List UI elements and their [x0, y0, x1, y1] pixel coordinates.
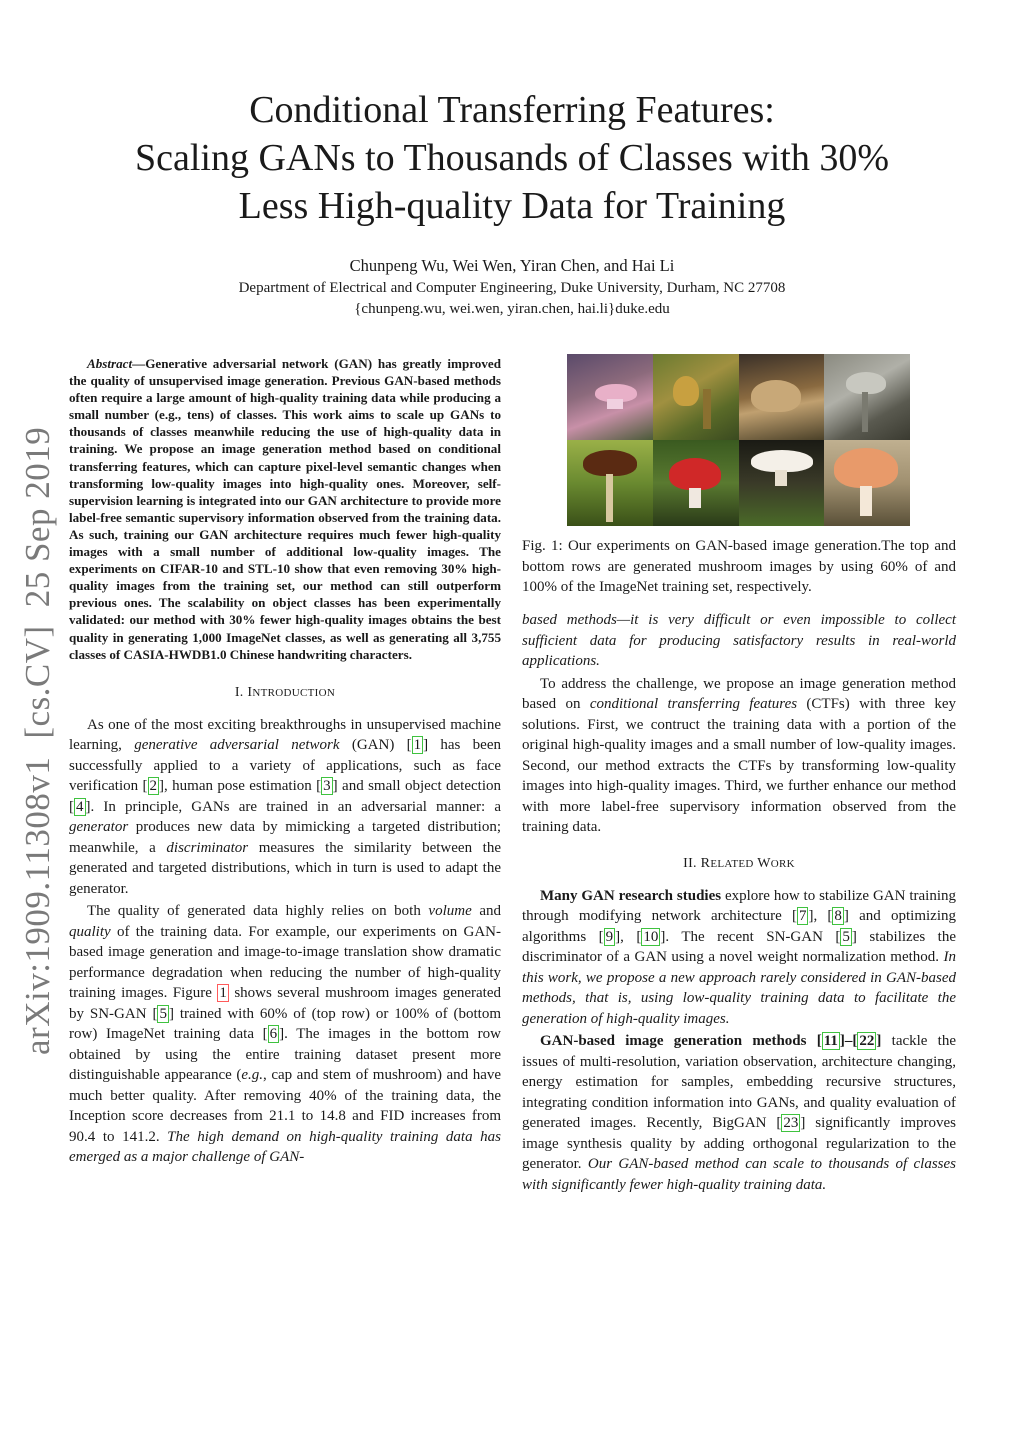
mushroom-image [739, 440, 825, 526]
continued-italic-text: based methods—it is very difficult or even impossible to collect sufficient data for producing satisfactory results in real-world applications. [522, 612, 956, 669]
affiliation: Department of Electrical and Computer Engineering, Duke University, Durham, NC 27708 [238, 280, 786, 296]
mushroom-image [739, 354, 825, 440]
citation-link[interactable]: 10 [643, 928, 659, 945]
citation-link[interactable]: 8 [834, 908, 842, 924]
title-line-3: Less High-quality Data for Training [238, 185, 786, 227]
title-line-1: Conditional Transferring Features: [249, 89, 775, 131]
challenge-paragraph: To address the challenge, we propose an image generation method based on conditional transferring features (CTFs) with three key solutions. First, we contruct the training data with a portion of the original high-quality images and a small number of low-quality images. Second, our method extracts the CTFs by transforming low-quality images into high-quality images. Third, we further enhance our method with more label-free supervisory information observed from the training data. [522, 675, 957, 835]
email-addresses: {chunpeng.wu, wei.wen, yiran.chen, hai.li}duke.edu [354, 301, 670, 317]
section-heading-introduction [69, 685, 501, 701]
related-work-paragraph-2: GAN-based image generation methods [ 11 ]–[ 22 ] tackle the issues of multi-resolution, variation observation, architecture changing, energy estimation for samples, embedding recursive structures, integrating condition information into GANs, and quality evaluation of generated images. Recently, BigGAN [ 23 ] significantly improves image synthesis quality by adding orthogonal regularization to the generator. Our GAN-based method can scale to thousands of classes with significantly fewer high-quality training data. [522, 1033, 957, 1193]
abstract-text: —Generative adversarial network (GAN) has greatly improved the quality of unsupervised image generation. Previous GAN-based methods often require a large amount of high-quality training data while producing a small number (e.g., tens) of classes. This work aims to scale up GANs to thousands of classes meanwhile reducing the use of high-quality data in training. We propose an image generation method based on conditional transferring features, which can capture pixel-level semantic changes when transforming low-quality images into high-quality ones. Moreover, self-supervision learning is integrated into our GAN architecture to provide more label-free semantic supervisory information observed from the training data. As such, training our GAN architecture requires much fewer high-quality images with a small number of additional low-quality images. The experiments on CIFAR-10 and STL-10 show that even removing 30% high-quality images from the training set, our method can still outperform previous ones. The scalability on object classes has been experimentally validated: our method with 30% fewer high-quality images obtains the best quality in generating 1,000 ImageNet classes, as well as generating all 3,755 classes of CASIA-HWDB1.0 Chinese handwriting characters. [69, 356, 501, 662]
right-column [522, 610, 956, 1195]
intro-paragraph-1: As one of the most exciting breakthroughs in unsupervised machine learning, generative adversarial network (GAN) [ 1 ] has been successfully applied to a variety of applications, such as face verification [ 2 ], human pose estimation [ 3 ] and small object detection [ 4 ]. In principle, GANs are trained in an adversarial manner: a generator produces new data by mimicking a targeted distribution; meanwhile, a discriminator measures the similarity between the generated and targeted distributions, which in turn is used to adapt the generator. [69, 716, 501, 897]
citation-link[interactable]: 6 [269, 1026, 278, 1043]
citation-link[interactable]: 4 [76, 798, 84, 815]
figure-link[interactable]: 1 [219, 985, 227, 1002]
section-title-initial: I [247, 684, 253, 700]
abstract [69, 355, 501, 663]
arxiv-stamp [18, 427, 58, 1055]
citation-link[interactable]: 3 [323, 778, 331, 795]
paper-title [60, 86, 964, 230]
citation-link[interactable]: 5 [159, 1005, 167, 1022]
citation-link[interactable]: 23 [783, 1115, 799, 1131]
citation-link[interactable]: 22 [859, 1033, 875, 1049]
author-list: Chunpeng Wu, Wei Wen, Yiran Chen, and Hai Li [349, 256, 675, 275]
arxiv-id: arXiv:1909.11308v1 [18, 756, 57, 1055]
abstract-label: Abstract [87, 356, 133, 371]
citation-link[interactable]: 11 [823, 1033, 838, 1049]
mushroom-image [567, 354, 653, 440]
mushroom-image [653, 440, 739, 526]
section-heading-related-work: II. RELATED WORK [683, 855, 795, 871]
related-work-paragraph-1: Many GAN research studies explore how to stabilize GAN training through modifying network architecture [ 7 ], [ 8 ] and optimizing algorithms [ 9 ], [ 10 ]. The recent SN-GAN [ 5 ] stabilizes the discriminator of a GAN using a novel weight normalization method. In this work, we propose a new approach rarely considered in GAN-based methods, that is, using low-quality training data to facilitate the generation of high-quality images. [522, 887, 956, 1027]
citation-link[interactable]: 2 [149, 778, 158, 795]
section-number: II. [683, 855, 697, 871]
title-line-2: Scaling GANs to Thousands of Classes with 30% [135, 137, 889, 179]
figure-mushroom-grid [567, 354, 910, 526]
mushroom-image [567, 440, 653, 526]
citation-link[interactable]: 9 [605, 928, 614, 945]
section-title-rest: NTRODUCTION [252, 686, 336, 699]
citation-link[interactable]: 5 [842, 928, 850, 945]
citation-link[interactable]: 1 [413, 737, 422, 754]
figure-caption: Fig. 1: Our experiments on GAN-based image generation.The top and bottom rows are generated mushroom images by using 60% of and 100% of the ImageNet training set, respectively. [522, 538, 956, 595]
arxiv-category: [cs.CV] [18, 625, 57, 739]
mushroom-image [824, 354, 910, 440]
intro-paragraph-2: The quality of generated data highly relies on both volume and quality of the training data. For example, our experiments on GAN-based image generation and image-to-image translation show dramatic performance degradation when reducing the number of high-quality training images. Figure 1 shows several mushroom images generated by SN-GAN [ 5 ] trained with 60% of (top row) or 100% of (bottom row) ImageNet training data [ 6 ]. The images in the bottom row obtained by using the entire training dataset present more distinguishable appearance (e.g., cap and stem of mushroom) and have much better quality. After removing 40% of the training data, the Inception score decreases from 21.1 to 14.8 and FID increases from 90.4 to 141.2. The high demand on high-quality training data has emerged as a major challenge of GAN- [69, 903, 502, 1166]
citation-link[interactable]: 7 [798, 908, 807, 924]
mushroom-image [653, 354, 739, 440]
section-number: I. [234, 684, 244, 700]
left-column [69, 355, 501, 1168]
arxiv-date: 25 Sep 2019 [18, 426, 57, 608]
mushroom-image [824, 440, 910, 526]
